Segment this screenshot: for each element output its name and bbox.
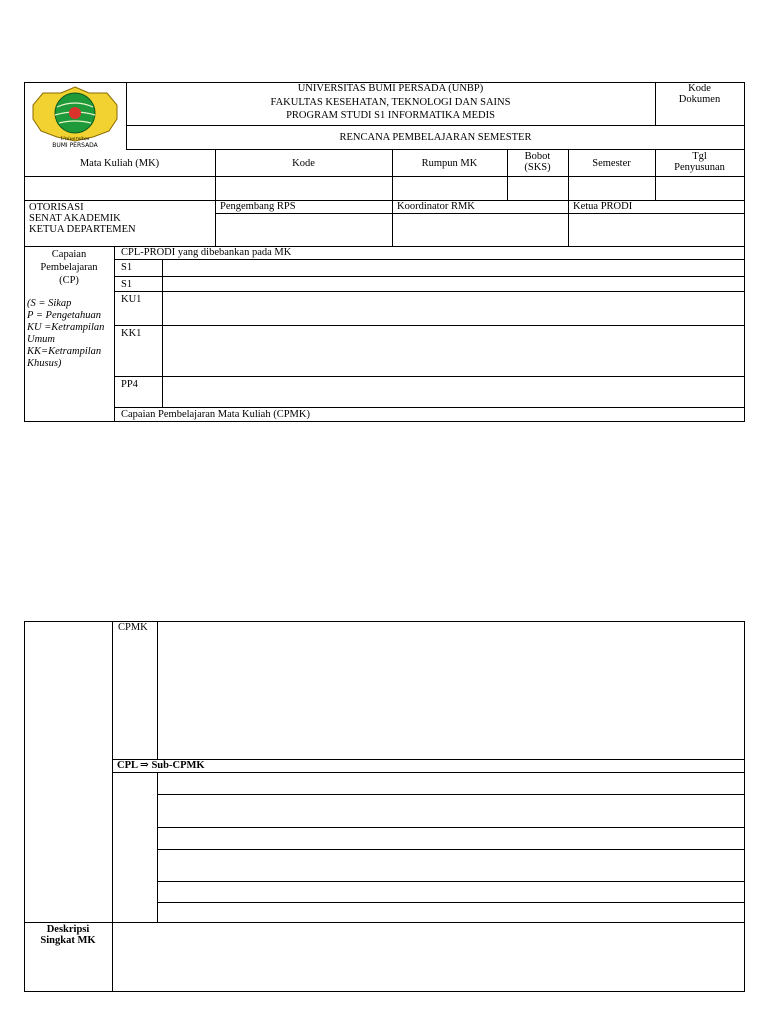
ketua-prodi-label: Ketua PRODI — [573, 201, 633, 212]
university-name: UNIVERSITAS BUMI PERSADA (UNBP) — [297, 83, 484, 94]
cpmk-label: CPMK — [118, 622, 148, 633]
otorisasi-label: OTORISASI SENAT AKADEMIK KETUA DEPARTEMEN — [29, 202, 136, 235]
col-tgl: Tgl Penyusunan — [674, 151, 725, 173]
program-name: PROGRAM STUDI S1 INFORMATIKA MEDIS — [286, 110, 495, 121]
col-mata-kuliah: Mata Kuliah (MK) — [79, 158, 160, 169]
col-kode: Kode — [292, 158, 315, 169]
cpl-row-code: KK1 — [121, 328, 142, 339]
cpl-row-code: S1 — [121, 279, 133, 290]
capaian-pembelajaran-label: Capaian Pembelajaran (CP) — [40, 249, 98, 286]
col-bobot: Bobot (SKS) — [524, 151, 551, 173]
university-logo — [27, 85, 123, 149]
svg-text:Universitas: Universitas — [60, 136, 90, 142]
cpl-row-code: KU1 — [121, 294, 142, 305]
cpl-sub-cpmk-header: CPL ⇒ Sub-CPMK — [117, 760, 205, 771]
col-rumpun: Rumpun MK — [421, 158, 478, 169]
cpl-prodi-header: CPL-PRODI yang dibebankan pada MK — [121, 247, 292, 258]
doc-type-title: RENCANA PEMBELAJARAN SEMESTER — [339, 132, 532, 143]
deskripsi-singkat-label: Deskripsi Singkat MK — [40, 924, 96, 946]
svg-text:BUMI PERSADA: BUMI PERSADA — [52, 142, 98, 149]
cpl-row-code: S1 — [121, 262, 133, 273]
faculty-name: FAKULTAS KESEHATAN, TEKNOLOGI DAN SAINS — [270, 97, 511, 108]
cpmk-header: Capaian Pembelajaran Mata Kuliah (CPMK) — [121, 409, 310, 420]
cpl-row-code: PP4 — [121, 379, 138, 390]
pengembang-rps-label: Pengembang RPS — [220, 201, 296, 212]
koordinator-rmk-label: Koordinator RMK — [397, 201, 475, 212]
cp-legend-note: (S = Sikap P = Pengetahuan KU =Ketrampilan Umum KK=Ketrampilan Khusus) — [27, 298, 105, 369]
doc-code-label: Kode Dokumen — [678, 83, 721, 105]
col-semester: Semester — [592, 158, 631, 169]
